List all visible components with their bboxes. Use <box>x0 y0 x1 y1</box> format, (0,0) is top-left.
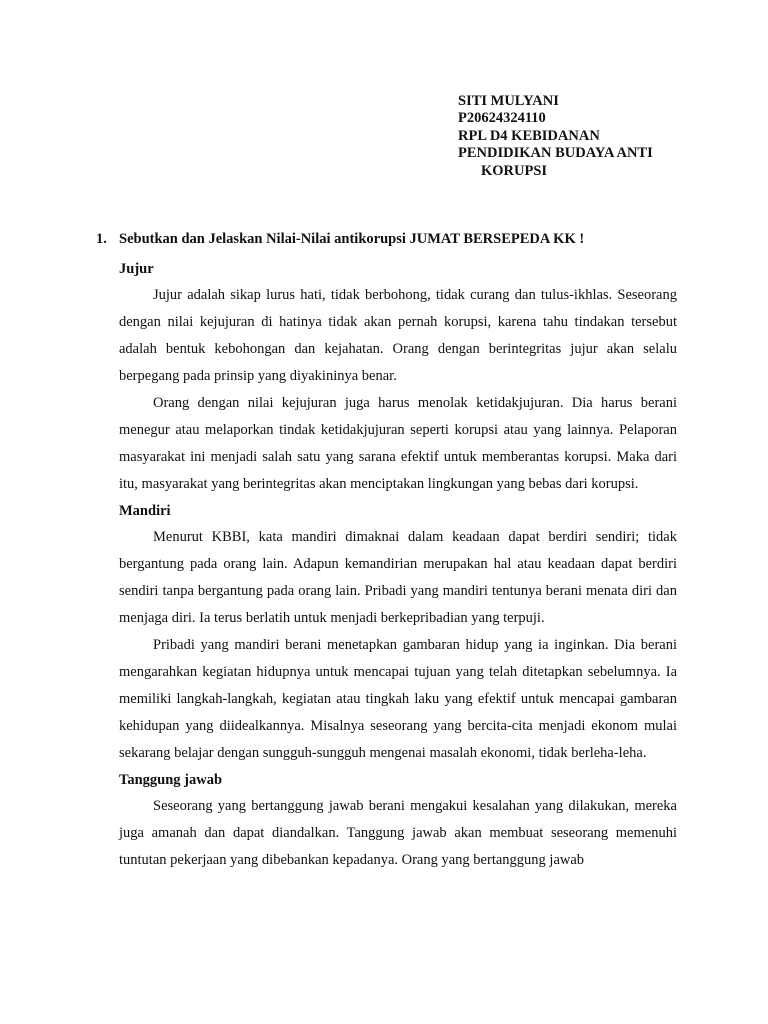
author-name: SITI MULYANI <box>458 93 559 109</box>
paragraph: Seseorang yang bertanggung jawab berani mengakui kesalahan yang dilakukan, mereka juga amanah dan dapat diandalkan. Tanggung jawab akan membuat seseorang memenuhi tuntutan pekerjaan yang dibebankan kepadanya. Orang yang bertanggung jawab <box>119 798 677 868</box>
question-heading <box>96 229 696 249</box>
section-title-jujur: Jujur <box>119 261 154 277</box>
study-program: RPL D4 KEBIDANAN <box>458 127 600 144</box>
question-number: 1. <box>96 231 107 247</box>
paragraph: Jujur adalah sikap lurus hati, tidak berbohong, tidak curang dan tulus-ikhlas. Seseorang dengan nilai kejujuran di hatinya tidak akan pernah korupsi, karena tahu tindakan tersebut adalah bentuk kebohongan dan kejahatan. Orang dengan berintegritas jujur akan selalu berpegang pada prinsip yang diyakininya benar. <box>119 287 677 384</box>
course-title-line2: KORUPSI <box>481 162 548 179</box>
section-title-tanggung-jawab: Tanggung jawab <box>119 772 223 788</box>
paragraph: Orang dengan nilai kejujuran juga harus menolak ketidakjujuran. Dia harus berani menegur atau melaporkan tindak ketidakjujuran seperti korupsi atau yang lainnya. Pelaporan masyarakat ini menjadi salah satu yang sarana efektif untuk memberantas korupsi. Maka dari itu, masyarakat yang berintegritas akan menciptakan lingkungan yang bebas dari korupsi. <box>119 395 677 492</box>
paragraph: Menurut KBBI, kata mandiri dimaknai dalam keadaan dapat berdiri sendiri; tidak bergantung pada orang lain. Adapun kemandirian merupakan hal atau keadaan dapat berdiri sendiri tanpa bergantung pada orang lain. Pribadi yang mandiri tentunya berani menata diri dan menjaga diri. Ia terus berlatih untuk menjadi berkepribadian yang terpuji. <box>119 529 677 626</box>
paragraph: Pribadi yang mandiri berani menetapkan gambaran hidup yang ia inginkan. Dia berani mengarahkan kegiatan hidupnya untuk mencapai tujuan yang telah ditetapkan sebelumnya. Ia memiliki langkah-langkah, kegiatan atau tingkah laku yang efektif untuk mencapai gambaran kehidupan yang diidealkannya. Misalnya seseorang yang bercita-cita menjadi ekonom mulai sekarang belajar dengan sungguh-sungguh mengenai masalah ekonomi, tidak berleha-leha. <box>119 637 677 761</box>
document-body <box>119 256 677 874</box>
course-title-line1: PENDIDIKAN BUDAYA ANTI <box>458 145 653 162</box>
student-id: P20624324110 <box>458 110 546 127</box>
question-text: Sebutkan dan Jelaskan Nilai-Nilai antikorupsi JUMAT BERSEPEDA KK ! <box>119 231 585 247</box>
section-title-mandiri: Mandiri <box>119 503 171 519</box>
author-header <box>458 93 653 180</box>
